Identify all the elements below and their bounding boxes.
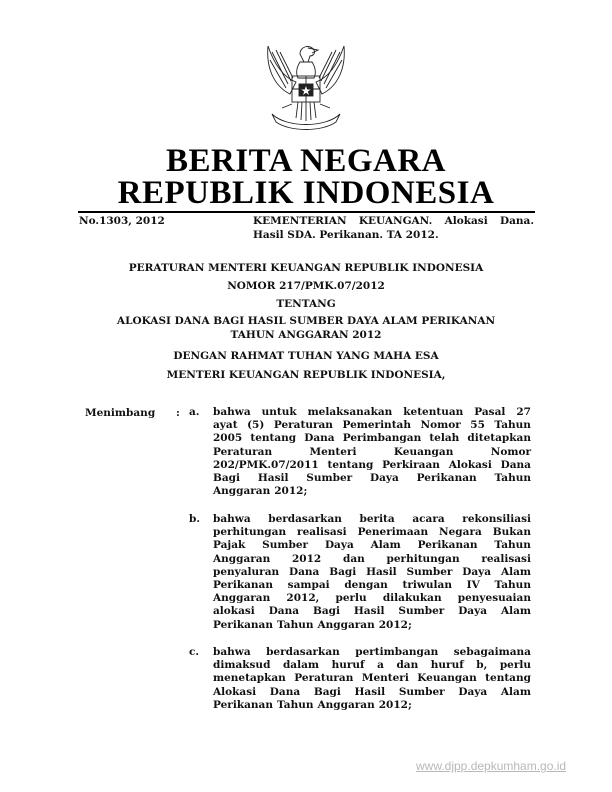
text-line: 202/PMK.07/2011 tentang Perkiraan Alokasi Dana	[213, 458, 531, 471]
item-letter: a.	[189, 406, 200, 418]
regulation-subject-line1: ALOKASI DANA BAGI HASIL SUMBER DAYA ALAM PERIKANAN	[116, 315, 496, 327]
menimbang-colon: :	[176, 407, 180, 419]
issue-subject-line1	[253, 214, 534, 228]
text-line: bahwa untuk melaksanakan ketentuan Pasal 27	[213, 406, 531, 418]
text-line: ayat (5) Peraturan Pemerintah Nomor 55 Tahun	[213, 419, 531, 432]
issue-subject	[253, 214, 534, 242]
regulation-tentang: TENTANG	[276, 298, 336, 310]
text-line: perhitungan realisasi Penerimaan Negara Bukan	[213, 526, 531, 539]
text-line: Bagi Hasil Sumber Daya Perikanan Tahun	[213, 472, 531, 485]
item-body	[213, 646, 531, 712]
text-line: Perikanan Tahun Anggaran 2012;	[213, 698, 412, 711]
issue-subject-line2: Hasil SDA. Perikanan. TA 2012.	[253, 229, 439, 241]
masthead-title-line2: REPUBLIK INDONESIA	[117, 175, 495, 211]
word: KEMENTERIAN	[253, 215, 347, 227]
footer-source-link[interactable]: www.djpp.depkumham.go.id	[416, 759, 567, 773]
text-line: Anggaran 2012, perlu dilakukan penyesuaian	[213, 592, 531, 605]
text-line: Perikanan sampai dengan triwulan IV Tahun	[213, 579, 531, 592]
text-line: bahwa berdasarkan pertimbangan sebagaimana	[213, 646, 531, 658]
text-line: Alokasi Dana Bagi Hasil Sumber Daya Alam	[213, 685, 531, 698]
text-line: penyaluran Dana Bagi Hasil Sumber Daya Alam	[213, 565, 531, 578]
preamble-line1: DENGAN RAHMAT TUHAN YANG MAHA ESA	[173, 350, 439, 362]
masthead-title-line1: BERITA NEGARA	[165, 143, 447, 179]
word: Alokasi	[444, 215, 488, 227]
item-letter: b.	[189, 513, 200, 525]
text-line: Anggaran 2012;	[213, 485, 308, 498]
regulation-title: PERATURAN MENTERI KEUANGAN REPUBLIK INDONESIA	[128, 262, 484, 274]
menimbang-label: Menimbang	[85, 407, 156, 419]
header-divider	[78, 211, 535, 213]
text-line: dimaksud dalam huruf a dan huruf b, perlu	[213, 659, 531, 672]
text-line: alokasi Dana Bagi Hasil Sumber Daya Alam	[213, 605, 531, 618]
word: KEUANGAN.	[358, 215, 433, 227]
text-line: menetapkan Peraturan Menteri Keuangan tentang	[213, 672, 531, 685]
text-line: Pajak Sumber Daya Alam Perikanan Tahun	[213, 539, 531, 552]
text-line: Peraturan Menteri Keuangan Nomor	[213, 445, 531, 458]
word: Dana.	[499, 215, 534, 227]
regulation-number: NOMOR 217/PMK.07/2012	[227, 280, 385, 292]
item-body	[213, 513, 531, 632]
preamble-line2: MENTERI KEUANGAN REPUBLIK INDONESIA,	[166, 369, 446, 381]
text-line: bahwa berdasarkan berita acara rekonsiliasi	[213, 513, 531, 525]
issue-number: No.1303, 2012	[79, 215, 165, 227]
item-body	[213, 406, 531, 498]
text-line: Anggaran 2012 dan perhitungan realisasi	[213, 552, 531, 565]
regulation-subject-line2: TAHUN ANGGARAN 2012	[230, 329, 382, 341]
text-line: 2005 tentang Dana Perimbangan telah ditetapkan	[213, 432, 531, 445]
text-line: Perikanan Tahun Anggaran 2012;	[213, 618, 412, 631]
garuda-emblem-icon	[262, 38, 350, 134]
item-letter: c.	[189, 646, 200, 658]
